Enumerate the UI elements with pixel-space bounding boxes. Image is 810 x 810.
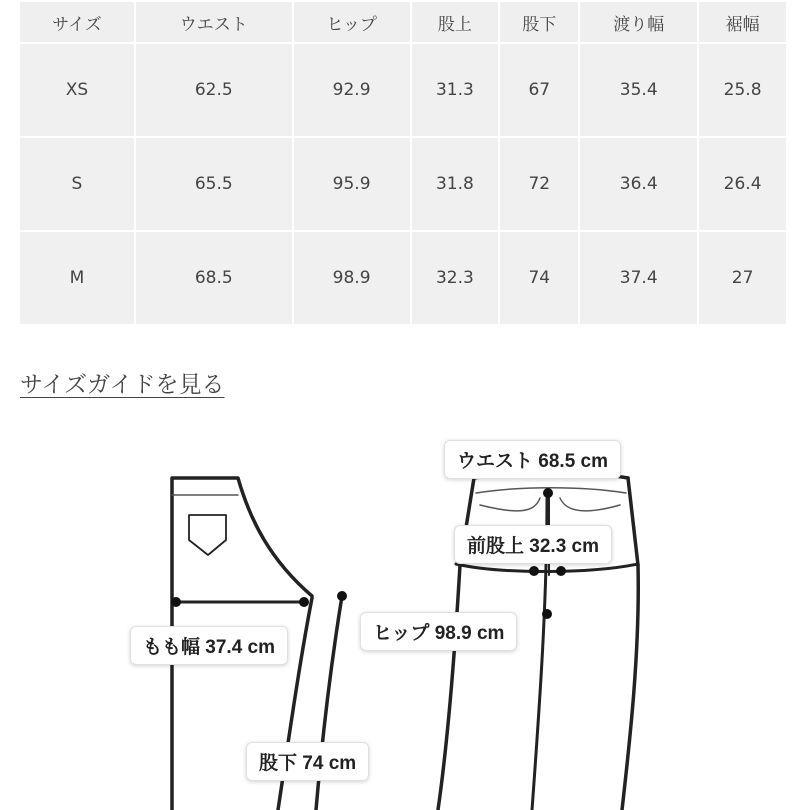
header-thigh-width: 渡り幅 xyxy=(580,2,697,42)
header-waist: ウエスト xyxy=(136,2,292,42)
size-guide-link[interactable]: サイズガイドを見る xyxy=(20,372,225,398)
header-size: サイズ xyxy=(20,2,134,42)
cell-inseam: 74 xyxy=(500,232,578,324)
cell-size: M xyxy=(20,232,134,324)
waist-measure-label: ウエスト 68.5 cm xyxy=(444,440,621,479)
thigh-right-dot xyxy=(299,597,309,607)
inseam-top-dot xyxy=(337,591,347,601)
cell-rise: 31.8 xyxy=(412,138,499,230)
cell-hip: 95.9 xyxy=(294,138,410,230)
header-inseam: 股下 xyxy=(500,2,578,42)
cell-inseam: 67 xyxy=(500,44,578,136)
thigh-left-dot xyxy=(171,597,181,607)
cell-hip: 98.9 xyxy=(294,232,410,324)
cell-size: XS xyxy=(20,44,134,136)
cell-waist: 65.5 xyxy=(136,138,292,230)
header-hip: ヒップ xyxy=(294,2,410,42)
table-row xyxy=(20,138,786,230)
cell-size: S xyxy=(20,138,134,230)
rise-measure-line xyxy=(456,564,638,572)
cell-thigh-width: 36.4 xyxy=(580,138,697,230)
cell-waist: 68.5 xyxy=(136,232,292,324)
table-header-row xyxy=(20,2,786,42)
cell-thigh-width: 37.4 xyxy=(580,232,697,324)
waist-dot xyxy=(543,488,553,498)
rise-right-dot xyxy=(556,566,566,576)
inseam-measure-label: 股下 74 cm xyxy=(246,742,369,781)
cell-hem-width: 27 xyxy=(699,232,786,324)
cell-rise: 31.3 xyxy=(412,44,499,136)
cell-thigh-width: 35.4 xyxy=(580,44,697,136)
cell-waist: 62.5 xyxy=(136,44,292,136)
cell-inseam: 72 xyxy=(500,138,578,230)
hip-measure-label: ヒップ 98.9 cm xyxy=(360,612,517,651)
cell-hem-width: 25.8 xyxy=(699,44,786,136)
cell-rise: 32.3 xyxy=(412,232,499,324)
table-row xyxy=(20,44,786,136)
header-rise: 股上 xyxy=(412,2,499,42)
cell-hem-width: 26.4 xyxy=(699,138,786,230)
thigh-measure-label: もも幅 37.4 cm xyxy=(130,626,288,665)
header-hem-width: 裾幅 xyxy=(699,2,786,42)
size-chart-table xyxy=(18,0,788,326)
cell-hip: 92.9 xyxy=(294,44,410,136)
hip-dot xyxy=(542,609,552,619)
table-row xyxy=(20,232,786,324)
rise-left-dot xyxy=(529,566,539,576)
front-rise-measure-label: 前股上 32.3 cm xyxy=(454,525,612,564)
